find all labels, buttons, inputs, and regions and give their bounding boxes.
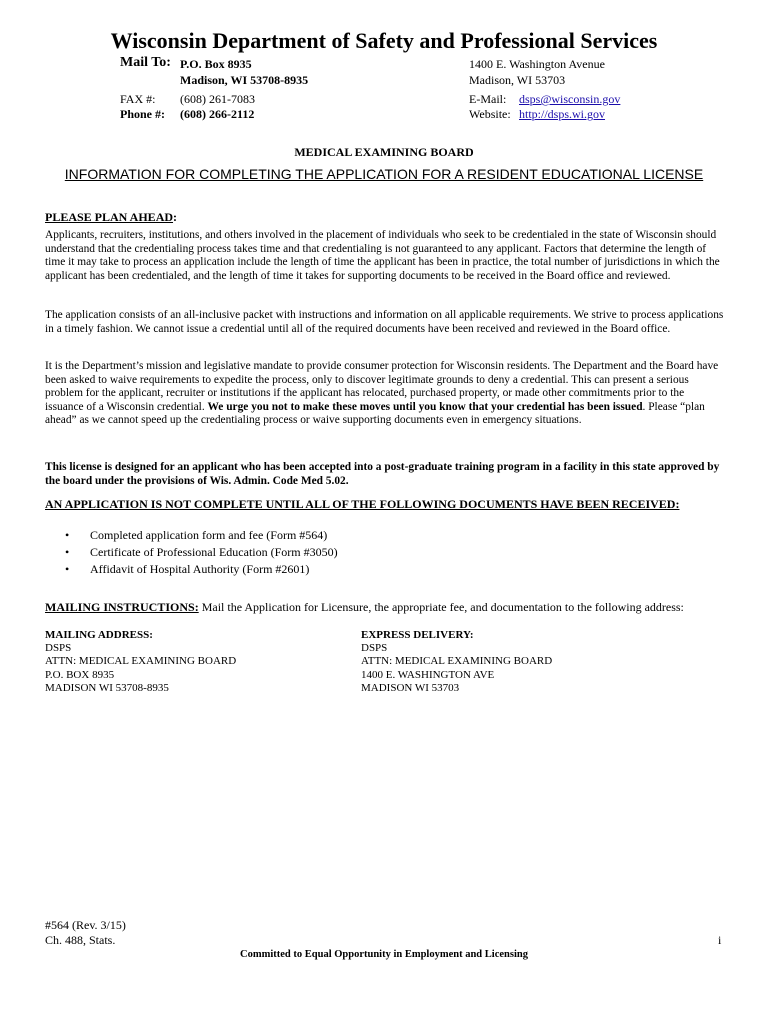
list-item: • Affidavit of Hospital Authority (Form #2601)	[45, 562, 338, 579]
express-address-line: DSPS	[361, 642, 388, 655]
paragraph-3-bold: We urge you not to make these moves until you know that your credential has been issued	[207, 400, 643, 413]
email-link[interactable]: dsps@wisconsin.gov	[519, 92, 621, 106]
fax-number: (608) 261-7083	[180, 92, 255, 106]
incomplete-heading: AN APPLICATION IS NOT COMPLETE UNTIL ALL OF THE FOLLOWING DOCUMENTS HAVE BEEN RECEIVED:	[45, 497, 680, 511]
city-zip: Madison, WI 53708-8935	[180, 73, 309, 87]
mail-to-label: Mail To:	[120, 55, 171, 70]
mailing-instructions-text: Mail the Application for Licensure, the appropriate fee, and documentation to the following address:	[198, 600, 684, 614]
mailing-instructions	[45, 600, 684, 615]
po-box: P.O. Box 8935	[180, 57, 252, 71]
page-title: Wisconsin Department of Safety and Professional Services	[110, 28, 658, 53]
street-city: Madison, WI 53703	[469, 73, 566, 87]
express-address-line: 1400 E. WASHINGTON AVE	[361, 668, 495, 681]
paragraph-1: Applicants, recruiters, institutions, and others involved in the placement of individuals who seek to be credentialed in the state of Wisconsin should understand that the credentialing process takes time and that credentialing is not guaranteed to any applicant. Factors that determine the length of time it may take to process an application include the length of time the applicant has been in practice, the total number of jurisdictions in which the applicant has been credentialed, and the length of time it takes for supporting documents to be received in the Board office and reviewed.	[45, 229, 720, 282]
mailing-address	[45, 629, 236, 695]
express-address-line: MADISON WI 53703	[361, 681, 460, 694]
mailing-address-line: MADISON WI 53708-8935	[45, 681, 169, 694]
mailing-address-line: ATTN: MEDICAL EXAMINING BOARD	[45, 655, 237, 668]
list-item: • Completed application form and fee (Form #564)	[45, 528, 338, 545]
document-subtitle: INFORMATION FOR COMPLETING THE APPLICATION FOR A RESIDENT EDUCATIONAL LICENSE	[64, 166, 704, 182]
mailing-address-line: DSPS	[45, 642, 72, 655]
plan-ahead-heading-text: PLEASE PLAN AHEAD	[45, 210, 174, 224]
paragraph-2: The application consists of an all-inclusive packet with instructions and information on all applicable requirements. We strive to process applications in a timely fashion. We cannot issue a credential until all of the required documents have been received and reviewed in the Board office.	[45, 309, 724, 335]
mailing-address-line: P.O. BOX 8935	[45, 668, 115, 681]
paragraph-3-text-b: . Please “plan ahead” as we cannot speed up the credentialing process or waive supporting documents even in emergency situations.	[45, 400, 705, 427]
express-delivery-address	[361, 629, 552, 695]
plan-ahead-heading	[45, 208, 177, 226]
mailing-instructions-heading: MAILING INSTRUCTIONS:	[45, 600, 199, 614]
paragraph-3	[45, 360, 725, 428]
express-address-line: ATTN: MEDICAL EXAMINING BOARD	[361, 655, 553, 668]
board-name: MEDICAL EXAMINING BOARD	[294, 145, 474, 159]
statute-chapter: Ch. 488, Stats.	[45, 933, 116, 947]
plan-ahead-colon: :	[173, 210, 178, 224]
website-link[interactable]: http://dsps.wi.gov	[519, 107, 606, 121]
street-address: 1400 E. Washington Avenue	[469, 57, 605, 71]
phone-number: (608) 266-2112	[180, 107, 255, 121]
express-delivery-label: EXPRESS DELIVERY:	[361, 629, 474, 641]
list-item: • Certificate of Professional Education (Form #3050)	[45, 545, 338, 562]
email-label: E-Mail:	[469, 92, 507, 106]
page-number: i	[718, 933, 722, 947]
footer-tagline: Committed to Equal Opportunity in Employment and Licensing	[240, 949, 528, 960]
mailing-address-label: MAILING ADDRESS:	[45, 629, 153, 641]
license-note: This license is designed for an applicant who has been accepted into a post-graduate training program in a facility in this state approved by the board under the provisions of Wis. Admin. Code Med 5.02.	[45, 461, 720, 487]
fax-label: FAX #:	[120, 92, 156, 106]
required-documents-list	[45, 528, 338, 579]
phone-label: Phone #:	[120, 107, 165, 121]
paragraph-3-text-a: It is the Department’s mission and legislative mandate to provide consumer protection for Wisconsin residents. The Department and the Board have been asked to waive requirements to expedite the process, only to discover legitimate grounds to deny a credential. This can present a serious problem for the applicant, recruiter or institutions if the applicant has relocated, purchased property, or made other commitments prior to the issuance of a Wisconsin credential.	[45, 360, 719, 413]
website-label: Website:	[469, 107, 511, 121]
form-revision: #564 (Rev. 3/15)	[45, 918, 126, 932]
